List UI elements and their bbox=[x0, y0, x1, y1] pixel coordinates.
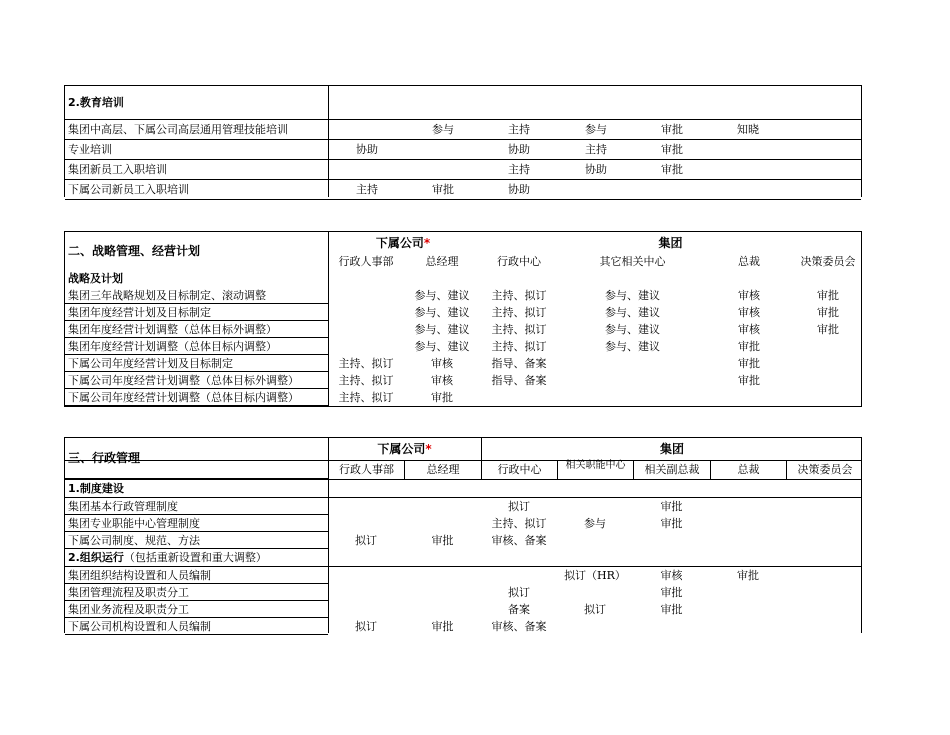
row-label: 集团专业职能中心管理制度 bbox=[68, 517, 200, 530]
column-header: 行政人事部 bbox=[328, 461, 404, 479]
row-cell: 参与 bbox=[584, 517, 606, 530]
row-cell: 主持、拟订 bbox=[491, 340, 547, 353]
row-cell: 指导、备案 bbox=[491, 374, 547, 387]
column-header: 相关副总裁 bbox=[633, 461, 710, 479]
table-row bbox=[65, 584, 861, 601]
table-row bbox=[65, 304, 861, 321]
row-label: 集团年度经营计划调整（总体目标内调整） bbox=[68, 340, 277, 353]
row-cell: 主持 bbox=[508, 123, 530, 136]
row-cell: 审批 bbox=[431, 620, 454, 633]
subtitle-2: 2.组织运行（包括重新设置和重大调整） bbox=[68, 551, 267, 564]
row-cell: 主持、拟订 bbox=[491, 517, 547, 530]
row-cell: 审批 bbox=[660, 603, 683, 616]
row-cell: 备案 bbox=[508, 603, 530, 616]
row-cell: 参与 bbox=[432, 123, 454, 136]
subtitle-1: 1.制度建设 bbox=[68, 482, 124, 495]
row-cell: 参与、建议 bbox=[414, 323, 470, 336]
row-cell: 拟订 bbox=[355, 620, 377, 633]
row-cell: 参与、建议 bbox=[414, 289, 470, 302]
row-cell: 审批 bbox=[738, 357, 760, 370]
group-subsidiary-header: 下属公司* bbox=[377, 442, 432, 456]
row-cell: 审批 bbox=[660, 500, 683, 513]
row-cell: 协助 bbox=[508, 183, 530, 196]
column-header: 总经理 bbox=[404, 461, 481, 479]
strategy-table bbox=[64, 231, 862, 407]
row-cell: 审批 bbox=[817, 289, 839, 302]
row-label: 下属公司年度经营计划及目标制定 bbox=[68, 357, 233, 370]
education-training-table bbox=[64, 85, 862, 197]
subtitle-row-1 bbox=[65, 480, 861, 498]
row-label: 集团中高层、下属公司高层通用管理技能培训 bbox=[68, 123, 288, 136]
row-label: 集团新员工入职培训 bbox=[68, 163, 167, 176]
row-cell: 参与、建议 bbox=[605, 289, 660, 302]
row-cell: 审批 bbox=[660, 517, 683, 530]
table-row bbox=[65, 180, 861, 200]
row-cell: 参与、建议 bbox=[414, 306, 470, 319]
column-header: 其它相关中心 bbox=[599, 255, 666, 268]
table-row bbox=[65, 389, 861, 406]
row-cell: 参与、建议 bbox=[605, 323, 660, 336]
row-cell: 审核 bbox=[431, 357, 453, 370]
table-row bbox=[65, 567, 861, 584]
row-label: 下属公司新员工入职培训 bbox=[68, 183, 189, 196]
row-cell: 主持 bbox=[356, 183, 378, 196]
row-cell: 主持、拟订 bbox=[491, 289, 547, 302]
row-label: 下属公司年度经营计划调整（总体目标内调整） bbox=[68, 391, 299, 404]
table-row bbox=[65, 321, 861, 338]
column-header: 总经理 bbox=[425, 255, 459, 268]
row-cell: 拟订 bbox=[584, 603, 606, 616]
column-header: 总裁 bbox=[738, 255, 760, 268]
table-row bbox=[65, 532, 861, 549]
row-cell: 审核 bbox=[431, 374, 453, 387]
row-cell: 知晓 bbox=[737, 123, 759, 136]
row-cell: 参与 bbox=[585, 123, 607, 136]
row-cell: 审批 bbox=[738, 374, 760, 387]
row-cell: 审核 bbox=[738, 306, 760, 319]
row-cell: 审批 bbox=[661, 163, 683, 176]
column-header: 行政中心 bbox=[497, 255, 541, 268]
admin-table bbox=[64, 437, 862, 633]
row-cell: 协助 bbox=[508, 143, 530, 156]
table-row bbox=[65, 355, 861, 372]
table-row bbox=[65, 120, 861, 140]
section-title: 2.教育培训 bbox=[68, 96, 124, 109]
row-cell: 审核 bbox=[738, 323, 760, 336]
section-title: 二、战略管理、经营计划 bbox=[68, 244, 201, 258]
row-cell: 参与、建议 bbox=[605, 306, 660, 319]
group-headquarters-header: 集团 bbox=[659, 442, 684, 456]
row-cell: 审核、备案 bbox=[491, 534, 547, 547]
column-header: 相关职能中心 bbox=[557, 461, 633, 479]
row-cell: 主持、拟订 bbox=[338, 391, 394, 404]
row-cell: 审批 bbox=[660, 586, 683, 599]
row-cell: 拟订 bbox=[355, 534, 377, 547]
row-divider bbox=[65, 634, 328, 635]
header-row-1 bbox=[65, 438, 861, 465]
row-label: 集团管理流程及职责分工 bbox=[68, 586, 189, 599]
row-cell: 主持、拟订 bbox=[491, 323, 547, 336]
row-label: 集团年度经营计划调整（总体目标外调整） bbox=[68, 323, 277, 336]
row-label: 集团业务流程及职责分工 bbox=[68, 603, 189, 616]
row-cell: 参与、建议 bbox=[605, 340, 660, 353]
row-cell: 主持、拟订 bbox=[338, 357, 394, 370]
header-row bbox=[65, 232, 861, 270]
row-label: 集团三年战略规划及目标制定、滚动调整 bbox=[68, 289, 266, 302]
table-row bbox=[65, 498, 861, 515]
row-cell: 主持、拟订 bbox=[491, 306, 547, 319]
row-label: 下属公司制度、规范、方法 bbox=[68, 534, 200, 547]
row-cell: 审批 bbox=[432, 183, 454, 196]
column-header: 行政人事部 bbox=[338, 255, 394, 268]
subtitle: 战略及计划 bbox=[68, 272, 123, 285]
row-label: 集团基本行政管理制度 bbox=[68, 500, 178, 513]
row-cell: 拟订 bbox=[508, 586, 530, 599]
row-divider bbox=[65, 405, 328, 406]
table-row bbox=[65, 287, 861, 304]
row-label: 专业培训 bbox=[68, 143, 112, 156]
row-label: 下属公司年度经营计划调整（总体目标外调整） bbox=[68, 374, 299, 387]
row-cell: 审批 bbox=[817, 306, 839, 319]
column-header: 行政中心 bbox=[481, 461, 557, 479]
row-cell: 拟订 bbox=[508, 500, 530, 513]
section-title: 三、行政管理 bbox=[68, 451, 141, 465]
column-header: 决策委员会 bbox=[786, 461, 863, 479]
subtitle-row-2 bbox=[65, 549, 861, 567]
row-cell: 审批 bbox=[661, 143, 683, 156]
table-row bbox=[65, 515, 861, 532]
table-row bbox=[65, 338, 861, 355]
table-row bbox=[65, 160, 861, 180]
row-cell: 协助 bbox=[356, 143, 378, 156]
row-cell: 主持 bbox=[508, 163, 530, 176]
row-cell: 协助 bbox=[585, 163, 607, 176]
row-cell: 审核 bbox=[738, 289, 760, 302]
section-title-row bbox=[65, 86, 861, 120]
table-row bbox=[65, 372, 861, 389]
table-row bbox=[65, 618, 861, 635]
row-cell: 指导、备案 bbox=[491, 357, 547, 370]
column-header: 总裁 bbox=[710, 461, 786, 479]
row-cell: 审批 bbox=[737, 569, 759, 582]
header-row-2 bbox=[65, 461, 861, 480]
row-cell: 主持、拟订 bbox=[338, 374, 394, 387]
row-label: 集团年度经营计划及目标制定 bbox=[68, 306, 211, 319]
row-cell: 审批 bbox=[431, 534, 454, 547]
subtitle-row bbox=[65, 270, 861, 287]
row-label: 集团组织结构设置和人员编制 bbox=[68, 569, 211, 582]
table-row bbox=[65, 140, 861, 160]
row-cell: 审核 bbox=[660, 569, 683, 582]
row-cell: 审核、备案 bbox=[491, 620, 547, 633]
group-headquarters-header: 集团 bbox=[658, 236, 683, 250]
row-cell: 审批 bbox=[431, 391, 453, 404]
column-header: 决策委员会 bbox=[800, 255, 856, 268]
table-row bbox=[65, 601, 861, 618]
row-cell: 参与、建议 bbox=[414, 340, 470, 353]
row-label: 下属公司机构设置和人员编制 bbox=[68, 620, 211, 633]
row-cell: 主持 bbox=[585, 143, 607, 156]
row-cell: 拟订（HR） bbox=[564, 569, 626, 582]
group-subsidiary-header: 下属公司* bbox=[375, 236, 431, 250]
row-cell: 审批 bbox=[738, 340, 760, 353]
row-cell: 审批 bbox=[661, 123, 683, 136]
row-cell: 审批 bbox=[817, 323, 839, 336]
